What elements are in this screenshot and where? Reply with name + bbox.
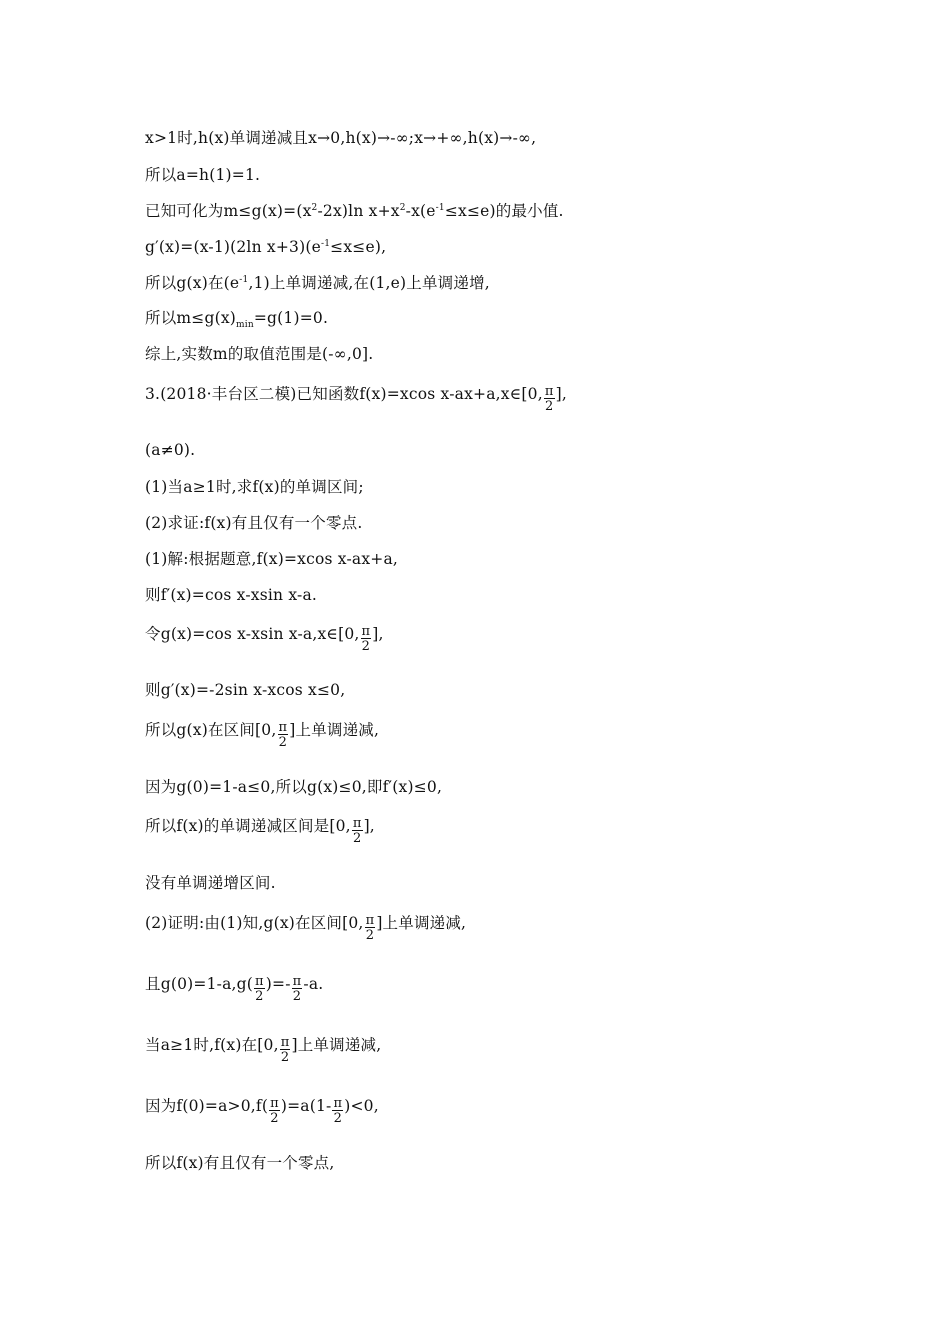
text-segment: ]上单调递减, bbox=[291, 1036, 382, 1054]
text-line-2: 所以a=h(1)=1. bbox=[145, 166, 261, 184]
text-segment: 所以f(x)的单调递减区间是[0, bbox=[145, 817, 351, 835]
pi-over-2-fraction bbox=[292, 975, 303, 1003]
text-segment: 且g(0)=1-a,g( bbox=[145, 975, 254, 993]
denominator: 2 bbox=[365, 928, 375, 943]
solution-line-8: 没有单调递增区间. bbox=[145, 874, 276, 892]
text-segment: )=a(1- bbox=[280, 1097, 332, 1115]
text-segment: -a. bbox=[303, 975, 324, 993]
denominator: 2 bbox=[333, 1111, 343, 1126]
proof-line-4 bbox=[145, 1095, 379, 1125]
text-segment: 3.(2018·丰台区二模)已知函数f(x)=xcos x-ax+a,x∈[0, bbox=[145, 385, 543, 403]
proof-line-2 bbox=[145, 973, 323, 1003]
denominator: 2 bbox=[544, 399, 554, 414]
denominator: 2 bbox=[278, 735, 288, 750]
pi-over-2-fraction bbox=[332, 1097, 343, 1125]
text-segment: 当a≥1时,f(x)在[0, bbox=[145, 1036, 279, 1054]
text-line-6 bbox=[145, 307, 328, 329]
text-segment: ], bbox=[372, 625, 384, 643]
text-segment: 所以g(x)在(e bbox=[145, 274, 240, 292]
numerator: π bbox=[365, 913, 375, 928]
text-segment: )<0, bbox=[344, 1097, 379, 1115]
numerator: π bbox=[270, 1096, 279, 1111]
subscript: min bbox=[236, 320, 254, 331]
solution-line-3 bbox=[145, 623, 384, 653]
text-line-4 bbox=[145, 236, 386, 258]
pi-over-2-fraction bbox=[254, 975, 265, 1003]
proof-line-3 bbox=[145, 1034, 381, 1064]
denominator: 2 bbox=[255, 989, 264, 1004]
denominator: 2 bbox=[292, 989, 302, 1004]
solution-line-5 bbox=[145, 719, 379, 749]
solution-line-7 bbox=[145, 815, 375, 845]
numerator: π bbox=[352, 816, 362, 831]
text-line-5 bbox=[145, 272, 490, 294]
solution-line-1: (1)解:根据题意,f(x)=xcos x-ax+a, bbox=[145, 550, 399, 568]
pi-over-2-fraction bbox=[280, 1036, 291, 1064]
text-segment: ,1)上单调递减,在(1,e)上单调递增, bbox=[248, 274, 490, 292]
superscript: -1 bbox=[435, 202, 445, 213]
text-segment: 所以g(x)在区间[0, bbox=[145, 721, 277, 739]
text-segment: )=- bbox=[265, 975, 291, 993]
superscript: 2 bbox=[399, 202, 406, 213]
text-segment: ≤x≤e), bbox=[330, 238, 387, 256]
proof-line-5: 所以f(x)有且仅有一个零点, bbox=[145, 1154, 335, 1172]
question-2: (2)求证:f(x)有且仅有一个零点. bbox=[145, 514, 363, 532]
text-segment: -x(e bbox=[405, 202, 436, 220]
text-segment: -2x)ln x+x bbox=[317, 202, 400, 220]
text-segment: =g(1)=0. bbox=[253, 309, 329, 327]
text-segment: ]上单调递减, bbox=[376, 914, 467, 932]
solution-line-6: 因为g(0)=1-a≤0,所以g(x)≤0,即f′(x)≤0, bbox=[145, 778, 443, 796]
text-segment: 因为f(0)=a>0,f( bbox=[145, 1097, 269, 1115]
numerator: π bbox=[292, 974, 302, 989]
denominator: 2 bbox=[270, 1111, 279, 1126]
solution-line-2: 则f′(x)=cos x-xsin x-a. bbox=[145, 586, 318, 604]
proof-line-1 bbox=[145, 912, 466, 942]
text-segment: 已知可化为m≤g(x)=(x bbox=[145, 202, 312, 220]
numerator: π bbox=[255, 974, 264, 989]
text-segment: g′(x)=(x-1)(2ln x+3)(e bbox=[145, 238, 321, 256]
denominator: 2 bbox=[361, 639, 371, 654]
question-1: (1)当a≥1时,求f(x)的单调区间; bbox=[145, 478, 364, 496]
numerator: π bbox=[333, 1096, 343, 1111]
text-line-3 bbox=[145, 200, 564, 222]
text-line-7: 综上,实数m的取值范围是(-∞,0]. bbox=[145, 345, 374, 363]
problem-3-statement bbox=[145, 383, 567, 413]
pi-over-2-fraction bbox=[278, 721, 289, 749]
text-line-9: (a≠0). bbox=[145, 441, 196, 459]
pi-over-2-fraction bbox=[352, 817, 363, 845]
solution-line-4: 则g′(x)=-2sin x-xcos x≤0, bbox=[145, 681, 346, 699]
denominator: 2 bbox=[280, 1050, 290, 1065]
denominator: 2 bbox=[352, 831, 362, 846]
text-segment: ], bbox=[555, 385, 567, 403]
numerator: π bbox=[361, 624, 371, 639]
pi-over-2-fraction bbox=[361, 625, 372, 653]
superscript: -1 bbox=[320, 238, 331, 249]
superscript: 2 bbox=[311, 202, 318, 213]
pi-over-2-fraction bbox=[365, 914, 376, 942]
text-segment: ], bbox=[363, 817, 375, 835]
text-line-1: x>1时,h(x)单调递减且x→0,h(x)→-∞;x→+∞,h(x)→-∞, bbox=[145, 129, 537, 147]
superscript: -1 bbox=[239, 274, 249, 285]
text-segment: 令g(x)=cos x-xsin x-a,x∈[0, bbox=[145, 625, 360, 643]
text-segment: ]上单调递减, bbox=[289, 721, 380, 739]
pi-over-2-fraction bbox=[544, 385, 555, 413]
text-segment: ≤x≤e)的最小值. bbox=[444, 202, 564, 220]
pi-over-2-fraction bbox=[269, 1097, 280, 1125]
numerator: π bbox=[544, 384, 554, 399]
text-segment: (2)证明:由(1)知,g(x)在区间[0, bbox=[145, 914, 364, 932]
numerator: π bbox=[280, 1035, 290, 1050]
numerator: π bbox=[278, 720, 288, 735]
text-segment: 所以m≤g(x) bbox=[145, 309, 237, 327]
